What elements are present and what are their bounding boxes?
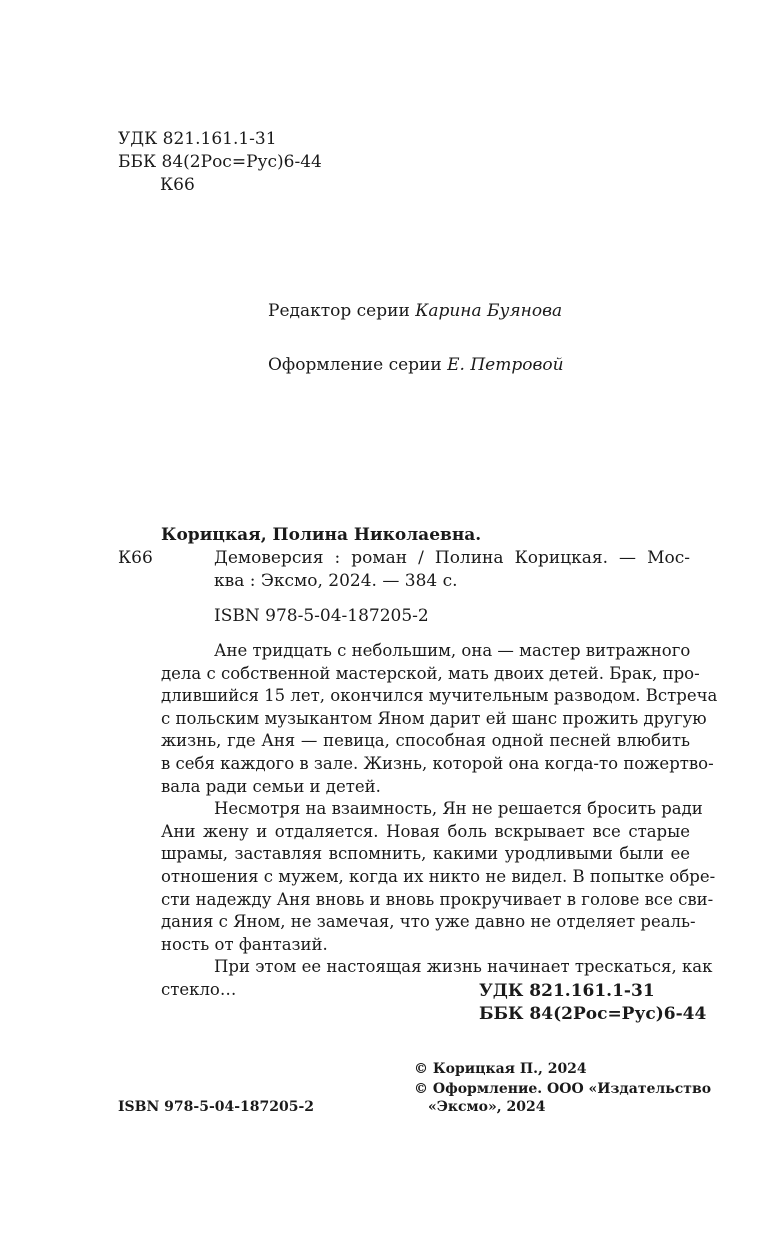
bbk-code-top: ББК 84(2Рос=Рус)6-44 [118, 152, 322, 172]
annotation-line: дела с собственной мастерской, мать двоих детей. Брак, про- [161, 663, 700, 683]
catalog-author: Корицкая, Полина Николаевна. [161, 525, 482, 545]
copyright-design-cont: «Эксмо», 2024 [428, 1099, 546, 1115]
annotation-paragraph [161, 640, 718, 798]
annotation-line: вала ради семьи и детей. [161, 776, 381, 796]
annotation-paragraph [161, 798, 716, 956]
annotation [161, 640, 718, 1002]
annotation-line: отношения с мужем, когда их никто не видел. В попытке обре- [161, 866, 716, 886]
annotation-line: дания с Яном, не замечая, что уже давно не отделяет реаль- [161, 912, 696, 932]
annotation-line: с польским музыкантом Яном дарит ей шанс прожить другую [161, 708, 707, 728]
author-mark-top: К66 [160, 175, 195, 195]
catalog-description [214, 547, 690, 593]
udk-code-top: УДК 821.161.1-31 [118, 129, 277, 149]
annotation-line: жизнь, где Аня — певица, способная одной песней влюбить [161, 731, 690, 751]
series-design-name: Е. Петровой [447, 355, 564, 375]
annotation-line: Ани жену и отдаляется. Новая боль вскрывает все старые [161, 821, 690, 841]
series-editor-line [268, 300, 562, 323]
series-design-label: Оформление серии [268, 355, 442, 375]
series-editor-name: Карина Буянова [415, 301, 563, 321]
annotation-line: При этом ее настоящая жизнь начинает трескаться, как [214, 957, 713, 977]
udk-code-bottom: УДК 821.161.1-31 [479, 981, 655, 1001]
annotation-line: длившийся 15 лет, окончился мучительным разводом. Встреча [161, 686, 718, 706]
series-editor-label: Редактор серии [268, 301, 410, 321]
copyright-design: © Оформление. ООО «Издательство [414, 1081, 712, 1097]
footer-isbn: ISBN 978-5-04-187205-2 [118, 1099, 315, 1115]
annotation-line: Ане тридцать с небольшим, она — мастер витражного [214, 641, 691, 660]
annotation-line: сти надежду Аня вновь и вновь прокручивает в голове все сви- [161, 889, 714, 909]
bbk-code-bottom: ББК 84(2Рос=Рус)6-44 [479, 1004, 707, 1024]
copyright-author: © Корицкая П., 2024 [414, 1061, 587, 1077]
annotation-line: в себя каждого в зале. Жизнь, которой она когда-то пожертво- [161, 753, 714, 773]
annotation-line: ность от фантазий. [161, 934, 328, 954]
annotation-line: шрамы, заставляя вспомнить, какими уродливыми были ее [161, 844, 690, 864]
annotation-line: стекло… [161, 979, 237, 999]
catalog-author-mark: К66 [118, 548, 153, 568]
catalog-isbn: ISBN 978-5-04-187205-2 [214, 606, 429, 626]
catalog-desc-line: Демоверсия : роман / Полина Корицкая. — Мос- [214, 548, 690, 568]
catalog-desc-line: ква : Эксмо, 2024. — 384 с. [214, 571, 458, 591]
annotation-line: Несмотря на взаимность, Ян не решается бросить ради [214, 799, 703, 819]
series-design-line [268, 354, 564, 377]
